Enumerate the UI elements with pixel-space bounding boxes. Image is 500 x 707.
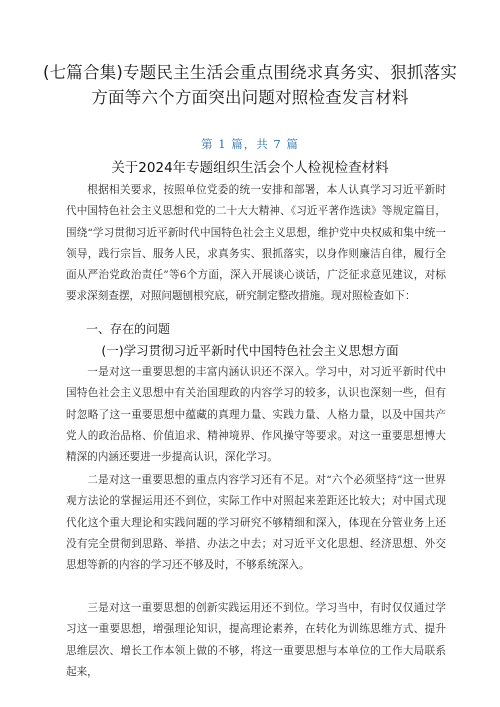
heading-existing-problems: 一、存在的问题 (86, 322, 171, 336)
paragraph-point-2: 二是对这一重要思想的重点内容学习还有不足。对“六个必须坚持”这一世界观方法论的掌握运用还不到位，实际工作中对照起来差距还比较大；对中国式现代化这个重大理论和实践问题的学习研究不够精细和深入，体现在分管业务上还没有完全贯彻到思路、举措、办法之中去；对习近平文化思想、经济思想、外交思想等新的内容的学习还不够及时，不够系统深入。 (66, 474, 446, 572)
subheading-study-thought: (一)学习贯彻习近平新时代中国特色社会主义思想方面 (101, 343, 399, 358)
intro-paragraph: 根据相关要求，按照单位党委的统一安排和部署，本人认真学习习近平新时代中国特色社会主义思想和党的二十大大精神、《习近平著作选读》等规定篇目，围绕“学习贯彻习近平新时代中国特色社会主义思想，维护党中央权威和集中统一领导，践行宗旨、服务人民，求真务实、狠抓落实，以身作则廉洁自律，履行全面从严治党政治责任”等6个方面，深入开展谈心谈话，广泛征求意见建议，对标要求深刻查摆，对照问题刨根究底，研究制定整改措施。现对照检查如下： (66, 184, 446, 303)
part-indicator: 第 1 篇，共 7 篇 (201, 137, 299, 151)
paragraph-point-1: 一是对这一重要思想的丰富内涵认识还不深入。学习中，对习近平新时代中国特色社会主义思想中有关治国理政的内容学习的较多，认识也深刻一些，但有时忽略了这一重要思想中蕴藏的真理力量、实践力量、人格力量，以及中国共产党人的政治品格、价值追求、精神境界、作风操守等要求。对这一重要思想博大精深的内涵还要进一步提高认识，深化学习。 (66, 366, 446, 464)
section-title: 关于2024年专题组织生活会个人检视检查材料 (111, 160, 389, 176)
paragraph-point-3: 三是对这一重要思想的创新实践运用还不到位。学习当中，有时仅仅通过学习这一重要思想，增强理论知识，提高理论素养，在转化为训练思维方式、提升思维层次、增长工作本领上做的不够，将这一重要思想与本单位的工作大局联系起来， (66, 602, 446, 678)
document-title: (七篇合集)专题民主生活会重点围绕求真务实、狠抓落实方面等六个方面突出问题对照检查发言材料 (42, 63, 458, 107)
